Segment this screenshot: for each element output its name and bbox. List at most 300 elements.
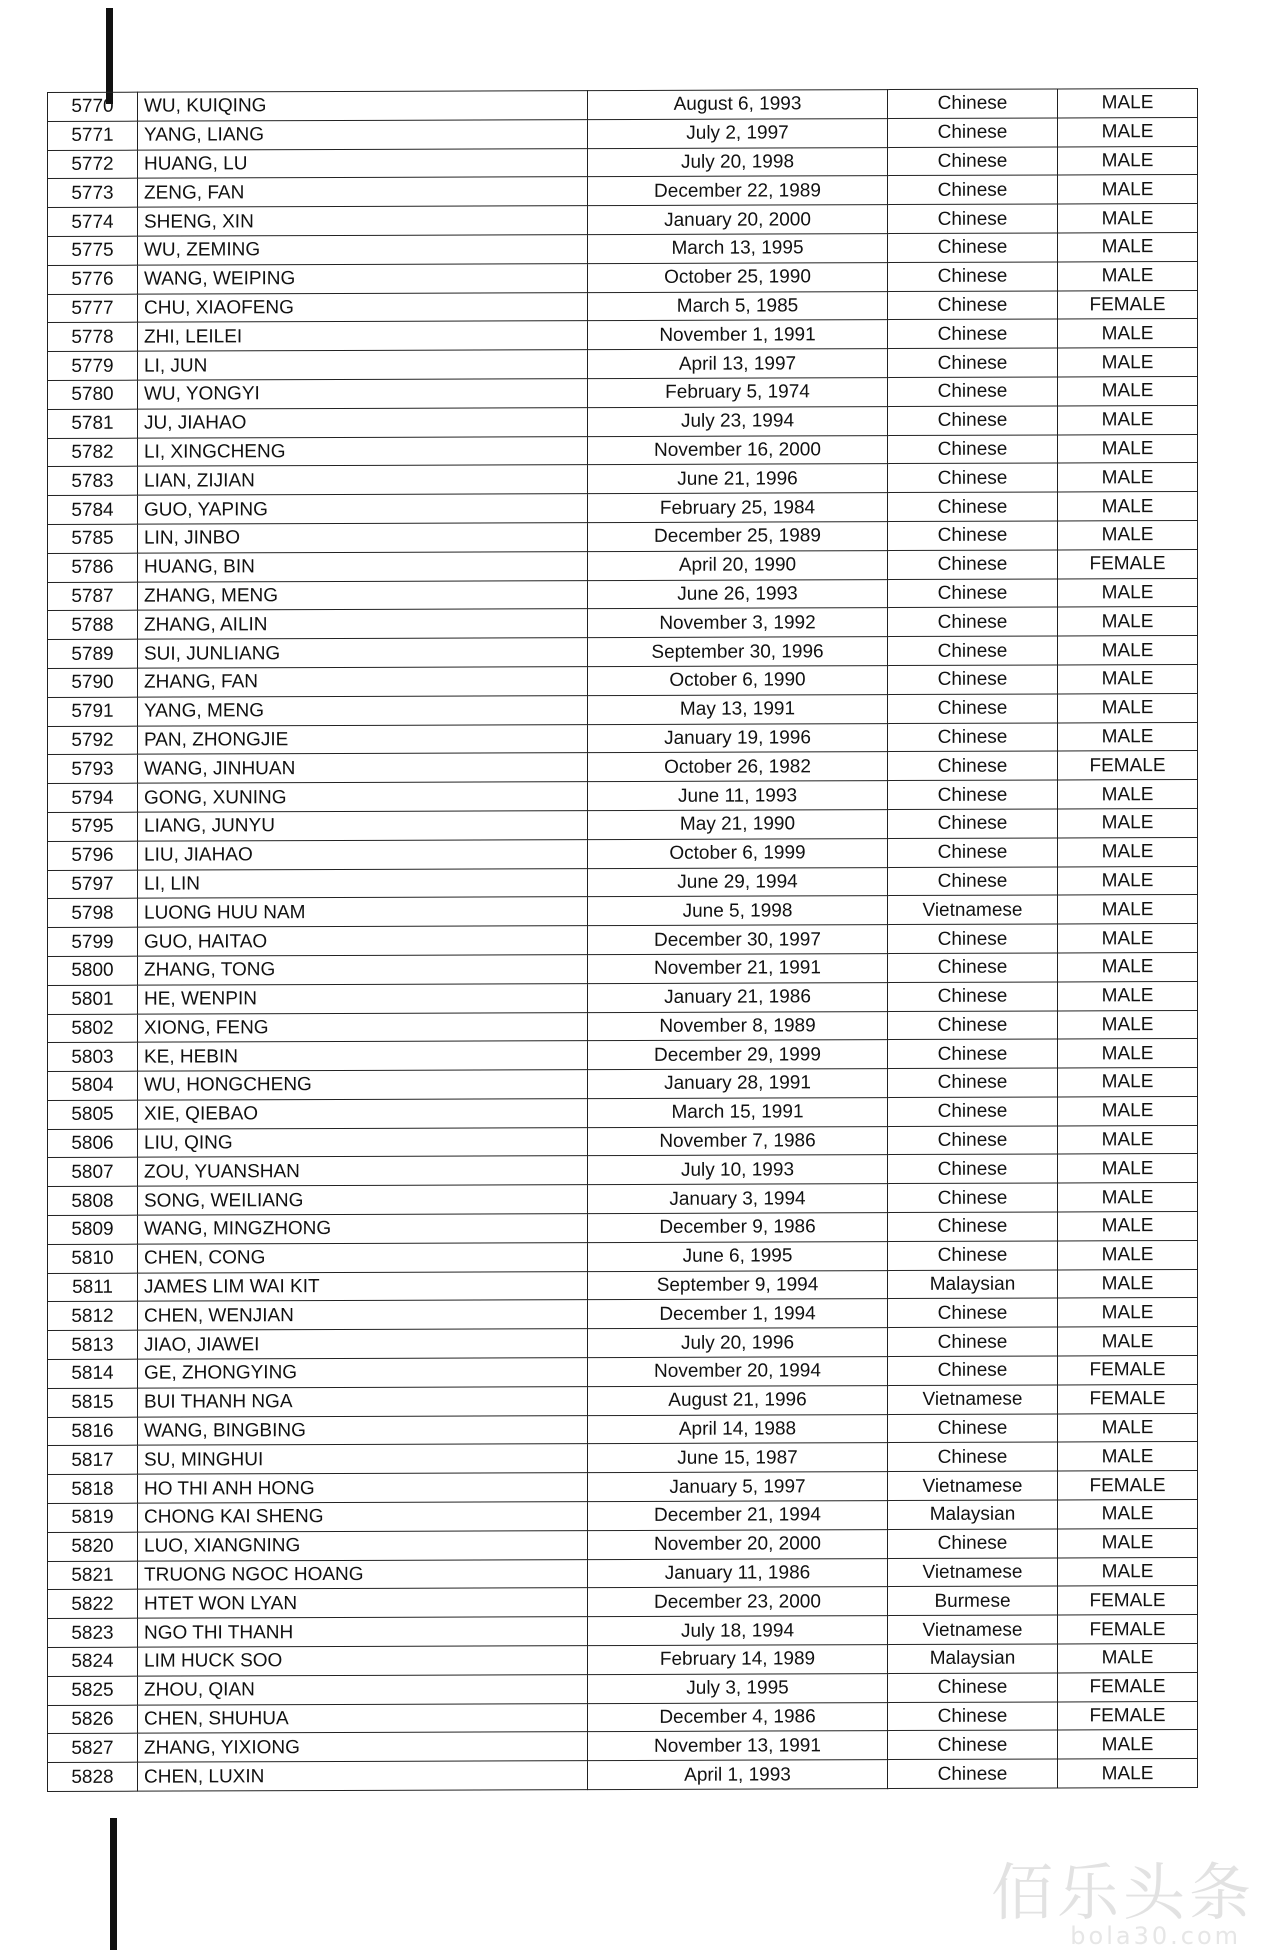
record-id-cell: 5799: [48, 927, 138, 956]
table-row: [48, 1615, 1198, 1648]
record-dob-cell: November 16, 2000: [588, 435, 888, 465]
record-sex-cell: MALE: [1058, 1269, 1198, 1298]
record-nationality-cell: Chinese: [888, 89, 1058, 118]
record-id-cell: 5828: [48, 1762, 138, 1791]
record-dob-cell: October 6, 1990: [588, 666, 888, 696]
record-dob-cell: November 1, 1991: [588, 320, 888, 350]
record-name-cell: LUO, XIANGNING: [138, 1530, 588, 1560]
record-name-cell: WU, HONGCHENG: [138, 1070, 588, 1100]
record-sex-cell: MALE: [1058, 204, 1198, 233]
record-sex-cell: MALE: [1058, 88, 1198, 117]
record-sex-cell: FEMALE: [1058, 290, 1198, 319]
record-name-cell: BUI THANH NGA: [138, 1386, 588, 1416]
record-sex-cell: MALE: [1058, 405, 1198, 434]
record-dob-cell: February 5, 1974: [588, 378, 888, 408]
record-id-cell: 5785: [48, 524, 138, 553]
record-name-cell: CHONG KAI SHENG: [138, 1502, 588, 1532]
record-nationality-cell: Chinese: [888, 751, 1058, 780]
record-dob-cell: October 6, 1999: [588, 838, 888, 868]
record-nationality-cell: Chinese: [888, 521, 1058, 550]
record-nationality-cell: Chinese: [888, 233, 1058, 262]
record-nationality-cell: Chinese: [888, 1673, 1058, 1702]
table-row: [48, 1269, 1198, 1302]
record-id-cell: 5810: [48, 1244, 138, 1273]
record-nationality-cell: Chinese: [888, 780, 1058, 809]
record-nationality-cell: Chinese: [888, 838, 1058, 867]
record-nationality-cell: Chinese: [888, 204, 1058, 233]
record-name-cell: LI, LIN: [138, 868, 588, 898]
record-id-cell: 5782: [48, 438, 138, 467]
record-id-cell: 5826: [48, 1705, 138, 1734]
table-row: [48, 88, 1198, 121]
record-dob-cell: December 23, 2000: [588, 1587, 888, 1617]
record-name-cell: GE, ZHONGYING: [138, 1358, 588, 1388]
record-sex-cell: MALE: [1058, 1125, 1198, 1154]
record-name-cell: ZHANG, YIXIONG: [138, 1732, 588, 1762]
record-dob-cell: April 20, 1990: [588, 550, 888, 580]
record-sex-cell: MALE: [1058, 492, 1198, 521]
record-id-cell: 5804: [48, 1071, 138, 1100]
table-row: [48, 636, 1198, 669]
record-name-cell: LIM HUCK SOO: [138, 1646, 588, 1676]
record-nationality-cell: Chinese: [888, 492, 1058, 521]
record-sex-cell: MALE: [1058, 175, 1198, 204]
record-nationality-cell: Chinese: [888, 1039, 1058, 1068]
table-row: [48, 664, 1198, 697]
record-sex-cell: FEMALE: [1058, 549, 1198, 578]
table-row: [48, 1586, 1198, 1619]
record-dob-cell: December 25, 1989: [588, 522, 888, 552]
record-nationality-cell: Chinese: [888, 665, 1058, 694]
record-dob-cell: July 20, 1996: [588, 1328, 888, 1358]
table-row: [48, 981, 1198, 1014]
record-nationality-cell: Chinese: [888, 694, 1058, 723]
record-id-cell: 5791: [48, 697, 138, 726]
table-row: [48, 1413, 1198, 1446]
record-nationality-cell: Burmese: [888, 1586, 1058, 1615]
record-sex-cell: MALE: [1058, 1010, 1198, 1039]
margin-bar-top: [106, 8, 113, 104]
record-name-cell: LIU, QING: [138, 1127, 588, 1157]
table-row: [48, 1125, 1198, 1158]
record-sex-cell: MALE: [1058, 780, 1198, 809]
record-sex-cell: MALE: [1058, 693, 1198, 722]
table-row: [48, 1759, 1198, 1792]
record-sex-cell: MALE: [1058, 261, 1198, 290]
record-sex-cell: MALE: [1058, 1039, 1198, 1068]
record-sex-cell: MALE: [1058, 1557, 1198, 1586]
record-dob-cell: October 26, 1982: [588, 752, 888, 782]
record-sex-cell: MALE: [1058, 348, 1198, 377]
table-row: [48, 952, 1198, 985]
table-row: [48, 348, 1198, 381]
record-name-cell: ZENG, FAN: [138, 177, 588, 207]
record-sex-cell: MALE: [1058, 722, 1198, 751]
record-name-cell: JIAO, JIAWEI: [138, 1329, 588, 1359]
record-id-cell: 5808: [48, 1186, 138, 1215]
record-nationality-cell: Chinese: [888, 1414, 1058, 1443]
table-row: [48, 146, 1198, 179]
record-dob-cell: June 15, 1987: [588, 1443, 888, 1473]
record-sex-cell: FEMALE: [1058, 1672, 1198, 1701]
record-sex-cell: FEMALE: [1058, 1586, 1198, 1615]
record-id-cell: 5797: [48, 870, 138, 899]
record-sex-cell: MALE: [1058, 1240, 1198, 1269]
record-id-cell: 5819: [48, 1503, 138, 1532]
record-nationality-cell: Malaysian: [888, 1644, 1058, 1673]
record-dob-cell: June 21, 1996: [588, 464, 888, 494]
record-id-cell: 5820: [48, 1532, 138, 1561]
record-name-cell: ZHANG, MENG: [138, 580, 588, 610]
record-id-cell: 5774: [48, 207, 138, 236]
record-sex-cell: MALE: [1058, 895, 1198, 924]
record-nationality-cell: Chinese: [888, 1183, 1058, 1212]
record-nationality-cell: Chinese: [888, 550, 1058, 579]
record-name-cell: LUONG HUU NAM: [138, 897, 588, 927]
record-nationality-cell: Chinese: [888, 262, 1058, 291]
record-id-cell: 5811: [48, 1273, 138, 1302]
record-dob-cell: December 21, 1994: [588, 1501, 888, 1531]
record-sex-cell: MALE: [1058, 1068, 1198, 1097]
record-nationality-cell: Chinese: [888, 953, 1058, 982]
table-row: [48, 1471, 1198, 1504]
record-dob-cell: July 2, 1997: [588, 118, 888, 148]
record-name-cell: WANG, BINGBING: [138, 1415, 588, 1445]
record-dob-cell: January 11, 1986: [588, 1558, 888, 1588]
record-sex-cell: MALE: [1058, 837, 1198, 866]
table-row: [48, 578, 1198, 611]
record-id-cell: 5815: [48, 1388, 138, 1417]
record-dob-cell: August 6, 1993: [588, 90, 888, 120]
record-name-cell: LI, JUN: [138, 350, 588, 380]
record-dob-cell: January 28, 1991: [588, 1069, 888, 1099]
record-name-cell: HUANG, BIN: [138, 551, 588, 581]
record-sex-cell: MALE: [1058, 607, 1198, 636]
record-nationality-cell: Vietnamese: [888, 1558, 1058, 1587]
watermark: 佰乐头条: [990, 1856, 1255, 1929]
table-row: [48, 492, 1198, 525]
record-sex-cell: MALE: [1058, 664, 1198, 693]
record-nationality-cell: Chinese: [888, 579, 1058, 608]
record-name-cell: KE, HEBIN: [138, 1041, 588, 1071]
record-sex-cell: MALE: [1058, 866, 1198, 895]
record-id-cell: 5803: [48, 1042, 138, 1071]
record-sex-cell: MALE: [1058, 1212, 1198, 1241]
record-name-cell: JU, JIAHAO: [138, 407, 588, 437]
record-sex-cell: MALE: [1058, 1528, 1198, 1557]
table-row: [48, 1557, 1198, 1590]
record-id-cell: 5812: [48, 1302, 138, 1331]
record-dob-cell: November 8, 1989: [588, 1011, 888, 1041]
record-nationality-cell: Chinese: [888, 463, 1058, 492]
record-id-cell: 5787: [48, 582, 138, 611]
record-id-cell: 5771: [48, 121, 138, 150]
table-row: [48, 1672, 1198, 1705]
record-id-cell: 5770: [48, 92, 138, 121]
record-id-cell: 5827: [48, 1734, 138, 1763]
table-row: [48, 319, 1198, 352]
record-sex-cell: MALE: [1058, 1500, 1198, 1529]
record-id-cell: 5798: [48, 898, 138, 927]
record-sex-cell: MALE: [1058, 463, 1198, 492]
record-id-cell: 5783: [48, 467, 138, 496]
record-dob-cell: July 3, 1995: [588, 1673, 888, 1703]
record-dob-cell: November 21, 1991: [588, 953, 888, 983]
record-dob-cell: September 30, 1996: [588, 637, 888, 667]
record-id-cell: 5818: [48, 1474, 138, 1503]
record-dob-cell: April 14, 1988: [588, 1414, 888, 1444]
record-nationality-cell: Vietnamese: [888, 1471, 1058, 1500]
record-nationality-cell: Chinese: [888, 1356, 1058, 1385]
record-sex-cell: FEMALE: [1058, 1384, 1198, 1413]
record-dob-cell: March 15, 1991: [588, 1097, 888, 1127]
record-sex-cell: MALE: [1058, 1183, 1198, 1212]
table-row: [48, 722, 1198, 755]
record-sex-cell: MALE: [1058, 319, 1198, 348]
record-id-cell: 5809: [48, 1215, 138, 1244]
record-dob-cell: July 20, 1998: [588, 147, 888, 177]
record-id-cell: 5788: [48, 611, 138, 640]
record-id-cell: 5805: [48, 1100, 138, 1129]
table-row: [48, 290, 1198, 323]
margin-bar-bottom: [110, 1818, 117, 1950]
record-nationality-cell: Chinese: [888, 636, 1058, 665]
record-dob-cell: October 25, 1990: [588, 262, 888, 292]
record-name-cell: HTET WON LYAN: [138, 1588, 588, 1618]
record-nationality-cell: Chinese: [888, 1097, 1058, 1126]
table-row: [48, 1701, 1198, 1734]
record-name-cell: WANG, MINGZHONG: [138, 1214, 588, 1244]
record-id-cell: 5817: [48, 1446, 138, 1475]
record-sex-cell: MALE: [1058, 808, 1198, 837]
record-name-cell: SHENG, XIN: [138, 206, 588, 236]
record-name-cell: YANG, MENG: [138, 695, 588, 725]
table-row: [48, 1010, 1198, 1043]
record-id-cell: 5825: [48, 1676, 138, 1705]
table-row: [48, 1039, 1198, 1072]
record-dob-cell: July 10, 1993: [588, 1155, 888, 1185]
record-dob-cell: January 3, 1994: [588, 1184, 888, 1214]
record-id-cell: 5796: [48, 841, 138, 870]
record-name-cell: WANG, JINHUAN: [138, 753, 588, 783]
table-row: [48, 808, 1198, 841]
record-id-cell: 5823: [48, 1618, 138, 1647]
record-dob-cell: November 20, 2000: [588, 1529, 888, 1559]
record-sex-cell: MALE: [1058, 1154, 1198, 1183]
record-nationality-cell: Chinese: [888, 1529, 1058, 1558]
record-name-cell: HUANG, LU: [138, 148, 588, 178]
record-id-cell: 5790: [48, 668, 138, 697]
record-sex-cell: MALE: [1058, 924, 1198, 953]
table-row: [48, 1183, 1198, 1216]
record-sex-cell: MALE: [1058, 117, 1198, 146]
record-dob-cell: July 23, 1994: [588, 406, 888, 436]
record-id-cell: 5822: [48, 1590, 138, 1619]
table-row: [48, 204, 1198, 237]
record-id-cell: 5801: [48, 985, 138, 1014]
table-row: [48, 693, 1198, 726]
records-table-body: [48, 88, 1198, 1791]
record-id-cell: 5824: [48, 1647, 138, 1676]
record-dob-cell: June 29, 1994: [588, 867, 888, 897]
record-dob-cell: January 21, 1986: [588, 982, 888, 1012]
table-row: [48, 1327, 1198, 1360]
record-id-cell: 5780: [48, 380, 138, 409]
table-row: [48, 376, 1198, 409]
record-name-cell: PAN, ZHONGJIE: [138, 724, 588, 754]
record-name-cell: GUO, HAITAO: [138, 926, 588, 956]
records-table: [47, 88, 1198, 1792]
table-row: [48, 232, 1198, 265]
record-name-cell: GONG, XUNING: [138, 782, 588, 812]
table-row: [48, 463, 1198, 496]
record-id-cell: 5781: [48, 409, 138, 438]
table-row: [48, 895, 1198, 928]
record-sex-cell: MALE: [1058, 1298, 1198, 1327]
record-nationality-cell: Chinese: [888, 1730, 1058, 1759]
record-sex-cell: MALE: [1058, 1327, 1198, 1356]
record-name-cell: LIU, JIAHAO: [138, 839, 588, 869]
record-sex-cell: MALE: [1058, 578, 1198, 607]
table-row: [48, 1154, 1198, 1187]
record-name-cell: XIE, QIEBAO: [138, 1099, 588, 1129]
record-nationality-cell: Chinese: [888, 1442, 1058, 1471]
record-nationality-cell: Chinese: [888, 1212, 1058, 1241]
record-dob-cell: February 25, 1984: [588, 493, 888, 523]
record-name-cell: YANG, LIANG: [138, 119, 588, 149]
record-sex-cell: FEMALE: [1058, 1471, 1198, 1500]
record-nationality-cell: Chinese: [888, 1759, 1058, 1788]
table-row: [48, 1644, 1198, 1677]
record-nationality-cell: Chinese: [888, 723, 1058, 752]
record-sex-cell: MALE: [1058, 1413, 1198, 1442]
record-dob-cell: December 9, 1986: [588, 1213, 888, 1243]
record-nationality-cell: Chinese: [888, 982, 1058, 1011]
record-sex-cell: MALE: [1058, 952, 1198, 981]
record-dob-cell: March 5, 1985: [588, 291, 888, 321]
record-nationality-cell: Vietnamese: [888, 1615, 1058, 1644]
record-name-cell: WU, YONGYI: [138, 379, 588, 409]
record-name-cell: ZHANG, TONG: [138, 955, 588, 985]
record-dob-cell: April 1, 1993: [588, 1760, 888, 1790]
record-id-cell: 5794: [48, 783, 138, 812]
record-name-cell: CHEN, WENJIAN: [138, 1300, 588, 1330]
record-name-cell: LIN, JINBO: [138, 523, 588, 553]
record-dob-cell: December 1, 1994: [588, 1299, 888, 1329]
record-name-cell: HE, WENPIN: [138, 983, 588, 1013]
record-id-cell: 5821: [48, 1561, 138, 1590]
record-name-cell: CHEN, LUXIN: [138, 1761, 588, 1791]
record-id-cell: 5789: [48, 639, 138, 668]
table-row: [48, 1528, 1198, 1561]
record-nationality-cell: Chinese: [888, 1068, 1058, 1097]
record-id-cell: 5793: [48, 755, 138, 784]
record-dob-cell: May 13, 1991: [588, 694, 888, 724]
table-row: [48, 837, 1198, 870]
record-nationality-cell: Chinese: [888, 291, 1058, 320]
record-sex-cell: MALE: [1058, 376, 1198, 405]
record-nationality-cell: Chinese: [888, 809, 1058, 838]
record-nationality-cell: Chinese: [888, 866, 1058, 895]
record-sex-cell: MALE: [1058, 981, 1198, 1010]
record-nationality-cell: Chinese: [888, 1298, 1058, 1327]
record-nationality-cell: Chinese: [888, 1702, 1058, 1731]
table-row: [48, 1356, 1198, 1389]
record-id-cell: 5816: [48, 1417, 138, 1446]
record-sex-cell: MALE: [1058, 1759, 1198, 1788]
record-id-cell: 5773: [48, 179, 138, 208]
record-dob-cell: November 3, 1992: [588, 608, 888, 638]
record-sex-cell: FEMALE: [1058, 1615, 1198, 1644]
record-nationality-cell: Chinese: [888, 1241, 1058, 1270]
record-nationality-cell: Chinese: [888, 348, 1058, 377]
record-name-cell: LIANG, JUNYU: [138, 811, 588, 841]
record-id-cell: 5807: [48, 1158, 138, 1187]
table-row: [48, 924, 1198, 957]
table-row: [48, 520, 1198, 553]
record-nationality-cell: Chinese: [888, 924, 1058, 953]
record-name-cell: ZHOU, QIAN: [138, 1674, 588, 1704]
record-name-cell: WU, ZEMING: [138, 235, 588, 265]
record-id-cell: 5802: [48, 1014, 138, 1043]
record-sex-cell: MALE: [1058, 1442, 1198, 1471]
record-nationality-cell: Chinese: [888, 1010, 1058, 1039]
record-id-cell: 5800: [48, 956, 138, 985]
record-nationality-cell: Malaysian: [888, 1500, 1058, 1529]
table-row: [48, 1240, 1198, 1273]
table-row: [48, 1212, 1198, 1245]
record-nationality-cell: Malaysian: [888, 1270, 1058, 1299]
record-dob-cell: September 9, 1994: [588, 1270, 888, 1300]
record-nationality-cell: Chinese: [888, 1327, 1058, 1356]
record-name-cell: ZHANG, FAN: [138, 667, 588, 697]
record-name-cell: GUO, YAPING: [138, 494, 588, 524]
record-dob-cell: March 13, 1995: [588, 234, 888, 264]
record-id-cell: 5779: [48, 351, 138, 380]
record-name-cell: ZOU, YUANSHAN: [138, 1156, 588, 1186]
record-nationality-cell: Chinese: [888, 377, 1058, 406]
record-name-cell: LI, XINGCHENG: [138, 436, 588, 466]
record-sex-cell: MALE: [1058, 232, 1198, 261]
record-nationality-cell: Chinese: [888, 406, 1058, 435]
table-row: [48, 751, 1198, 784]
record-dob-cell: June 5, 1998: [588, 896, 888, 926]
record-dob-cell: November 7, 1986: [588, 1126, 888, 1156]
record-name-cell: WU, KUIQING: [138, 91, 588, 121]
record-nationality-cell: Vietnamese: [888, 1385, 1058, 1414]
record-name-cell: SU, MINGHUI: [138, 1444, 588, 1474]
record-name-cell: CHEN, SHUHUA: [138, 1703, 588, 1733]
table-row: [48, 261, 1198, 294]
record-name-cell: JAMES LIM WAI KIT: [138, 1271, 588, 1301]
record-dob-cell: May 21, 1990: [588, 809, 888, 839]
record-id-cell: 5814: [48, 1359, 138, 1388]
record-name-cell: NGO THI THANH: [138, 1617, 588, 1647]
table-row: [48, 1298, 1198, 1331]
record-dob-cell: April 13, 1997: [588, 349, 888, 379]
record-nationality-cell: Chinese: [888, 607, 1058, 636]
table-row: [48, 607, 1198, 640]
record-dob-cell: January 19, 1996: [588, 723, 888, 753]
record-id-cell: 5813: [48, 1330, 138, 1359]
record-name-cell: XIONG, FENG: [138, 1012, 588, 1042]
record-dob-cell: December 4, 1986: [588, 1702, 888, 1732]
record-nationality-cell: Chinese: [888, 175, 1058, 204]
record-id-cell: 5795: [48, 812, 138, 841]
record-dob-cell: December 30, 1997: [588, 925, 888, 955]
table-row: [48, 117, 1198, 150]
record-sex-cell: FEMALE: [1058, 751, 1198, 780]
